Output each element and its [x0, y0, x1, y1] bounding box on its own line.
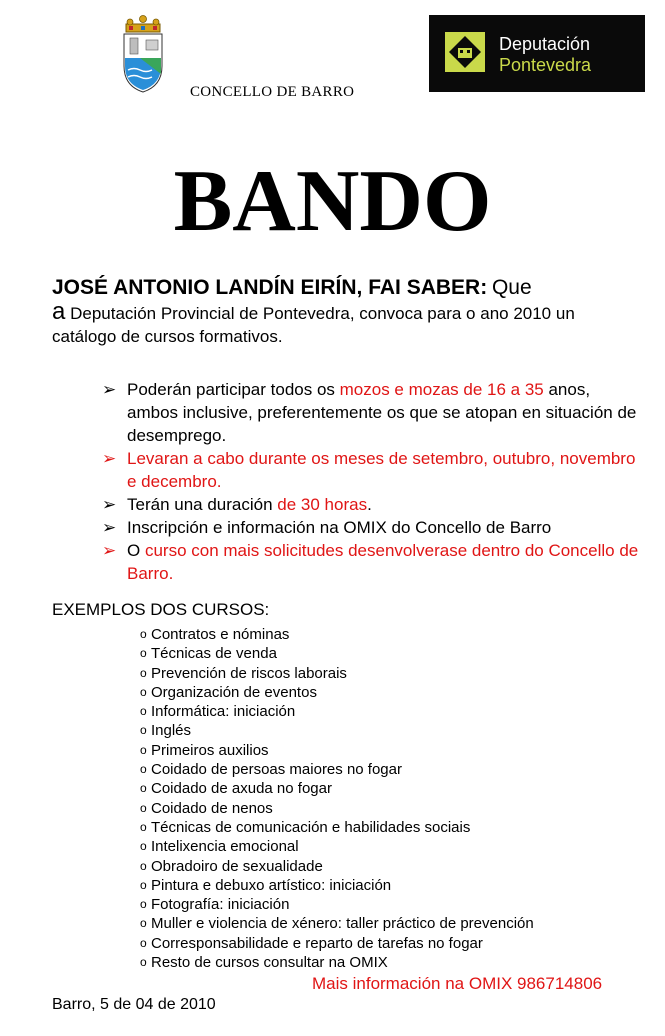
circle-bullet-icon: o	[140, 627, 147, 641]
course-item	[140, 914, 534, 933]
intro-que: Que	[491, 276, 532, 299]
bullet-text: Levaran a cabo durante os	[127, 449, 334, 468]
circle-bullet-icon: o	[140, 897, 147, 912]
circle-bullet-icon: o	[140, 762, 147, 777]
course-item	[140, 683, 534, 702]
course-name: Técnicas de venda	[151, 645, 277, 663]
circle-bullet-icon: o	[140, 839, 147, 854]
course-item	[140, 644, 534, 663]
course-item	[140, 760, 534, 779]
circle-bullet-icon: o	[140, 877, 147, 892]
circle-bullet-icon: o	[140, 819, 147, 834]
bullet-text: O	[127, 541, 145, 560]
course-item	[140, 837, 534, 856]
course-item	[140, 818, 534, 837]
arrow-bullet-icon: ➢	[102, 541, 117, 560]
course-item	[140, 857, 534, 876]
course-item	[140, 625, 534, 644]
bullet-item	[102, 447, 642, 493]
bullet-text: meses de setembro, outubro, novembro e decembro.	[127, 449, 636, 491]
course-item	[140, 741, 534, 760]
course-item	[140, 953, 534, 972]
course-name: Inglés	[151, 722, 192, 740]
course-item	[140, 779, 534, 798]
examples-title: EXEMPLOS DOS CURSOS:	[52, 600, 270, 619]
course-item	[140, 799, 534, 818]
bullet-text: mozos e mozas de 16 a 35	[339, 380, 544, 399]
course-name: Coidado de nenos	[151, 799, 273, 817]
course-item	[140, 664, 534, 683]
course-name: Muller e violencia de xénero: taller práctico de prevención	[151, 915, 534, 933]
arrow-bullet-icon: ➢	[102, 449, 117, 468]
bullet-text: de 30 horas	[277, 495, 368, 514]
course-name: Fotografía: iniciación	[151, 896, 290, 914]
circle-bullet-icon: o	[140, 742, 147, 757]
page-title: BANDO	[173, 153, 492, 250]
arrow-bullet-icon: ➢	[102, 495, 117, 514]
circle-bullet-icon: o	[140, 935, 147, 950]
concello-name: CONCELLO DE BARRO	[190, 84, 355, 100]
circle-bullet-icon: o	[140, 646, 147, 661]
bullet-text: .	[367, 495, 372, 514]
course-name: Pintura e debuxo artístico: iniciación	[151, 876, 392, 894]
arrow-bullet-icon: ➢	[102, 380, 117, 399]
bullet-item	[102, 539, 642, 585]
course-item	[140, 876, 534, 895]
bullet-text: curso con mais solicitudes desenvolverase dentro do Concello de Barro.	[127, 541, 639, 583]
course-name: Organización de eventos	[151, 683, 317, 701]
course-name: Técnicas de comunicación e habilidades sociais	[151, 818, 471, 836]
circle-bullet-icon: o	[140, 800, 147, 815]
course-name: Prevención de riscos laborais	[151, 664, 347, 682]
deputacion-logo	[429, 15, 645, 92]
deputacion-emblem-icon	[445, 32, 485, 72]
course-name: Corresponsabilidade e reparto de tarefas no fogar	[151, 934, 483, 952]
deputacion-name: Deputación	[499, 34, 591, 54]
municipal-coat-of-arms-icon	[120, 14, 166, 94]
course-name: Informática: iniciación	[151, 703, 296, 721]
intro-a: a	[52, 298, 66, 325]
course-name: Obradoiro de sexualidade	[151, 857, 323, 875]
circle-bullet-icon: o	[140, 723, 147, 738]
bullet-item	[102, 516, 642, 539]
arrow-bullet-icon: ➢	[102, 518, 117, 537]
course-item	[140, 702, 534, 721]
document-date: Barro, 5 de 04 de 2010	[52, 996, 216, 1013]
course-name: Primeiros auxilios	[151, 741, 269, 759]
course-list	[140, 625, 534, 972]
course-name: Coidado de axuda no fogar	[151, 780, 332, 798]
bullet-text: Inscripción e información na OMIX do Concello de Barro	[127, 518, 552, 537]
bullet-text: anos, ambos inclusive, preferentemente os que se atopan en situación de desemprego.	[127, 380, 637, 445]
course-item	[140, 934, 534, 953]
circle-bullet-icon: o	[140, 916, 147, 931]
bullet-text: Terán una duración	[127, 495, 278, 514]
circle-bullet-icon: o	[140, 955, 147, 970]
circle-bullet-icon: o	[140, 781, 147, 796]
intro-text: Deputación Provincial de Pontevedra, convoca para o ano 2010 un catálogo de cursos formativos.	[52, 304, 575, 346]
circle-bullet-icon: o	[140, 665, 147, 680]
pontevedra-name: Pontevedra	[499, 55, 592, 75]
announcer-name: JOSÉ ANTONIO LANDÍN EIRÍN, FAI SABER:	[52, 276, 488, 299]
circle-bullet-icon: o	[140, 858, 147, 873]
bullet-item	[102, 378, 642, 447]
course-name: Intelixencia emocional	[151, 838, 299, 856]
course-name: Resto de cursos consultar na OMIX	[151, 954, 388, 972]
bullet-item	[102, 493, 642, 516]
circle-bullet-icon: o	[140, 704, 147, 719]
course-name: Contratos e nóminas	[151, 626, 290, 643]
course-name: Coidado de persoas maiores no fogar	[151, 761, 402, 779]
course-item	[140, 721, 534, 740]
course-item	[140, 895, 534, 914]
announcement-bullets	[102, 378, 642, 585]
omix-contact: Mais información na OMIX 986714806	[312, 974, 603, 993]
circle-bullet-icon: o	[140, 684, 147, 699]
bullet-text: Poderán participar todos os	[127, 380, 340, 399]
intro-paragraph	[52, 276, 632, 348]
